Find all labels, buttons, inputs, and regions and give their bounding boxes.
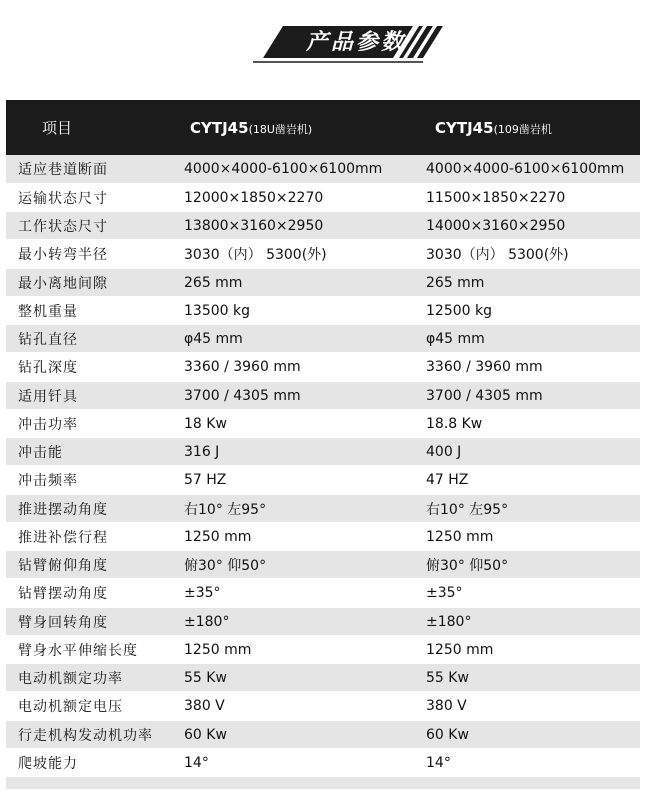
table-row: [6, 636, 640, 664]
row-value-model-1: 1250 mm: [184, 528, 252, 545]
row-value-model-2: 18.8 Kw: [426, 415, 483, 432]
row-value-model-1: 13500 kg: [184, 302, 250, 319]
row-value-model-1: 12000×1850×2270: [184, 189, 324, 206]
row-value-model-2: 55 Kw: [426, 669, 469, 686]
row-label: 钻孔深度: [18, 360, 78, 376]
row-label: 钻孔直径: [18, 331, 78, 348]
row-value-model-1: 13800×3160×2950: [184, 217, 324, 234]
table-header: [6, 100, 640, 155]
row-value-model-2: 60 Kw: [426, 726, 469, 743]
row-value-model-2: 14000×3160×2950: [426, 217, 566, 234]
table-row: [6, 523, 640, 551]
row-value-model-2: 3700 / 4305 mm: [426, 387, 543, 404]
row-value-model-2: 14°: [426, 754, 451, 771]
row-value-model-1: 380 V: [184, 698, 225, 714]
row-label: 最小转弯半径: [18, 247, 108, 263]
row-label: 冲击能: [18, 444, 63, 461]
row-value-model-1: 右10° 左95°: [184, 501, 267, 518]
header-model-2: [425, 119, 640, 137]
table-bottom-strip: [6, 777, 640, 789]
table-row: [6, 692, 640, 721]
row-value-model-2: 400 J: [426, 443, 462, 460]
row-label: 适用钎具: [18, 388, 78, 405]
table-row: [6, 551, 640, 579]
header-model-1-suffix: (18U凿岩机): [248, 122, 313, 136]
table-row: [6, 382, 640, 410]
row-label: 电动机额定电压: [18, 699, 123, 715]
row-value-model-1: 3360 / 3960 mm: [184, 359, 301, 375]
row-value-model-1: 57 HZ: [184, 472, 227, 488]
row-value-model-2: 47 HZ: [426, 472, 469, 488]
row-label: 爬坡能力: [18, 755, 78, 772]
row-label: 推进补偿行程: [18, 529, 108, 546]
row-value-model-2: 12500 kg: [426, 302, 492, 319]
table-row: [6, 438, 640, 466]
row-value-model-2: ±180°: [426, 613, 472, 630]
header-item: 项目: [42, 119, 73, 137]
spec-table: [6, 100, 640, 789]
row-value-model-2: 1250 mm: [426, 641, 494, 658]
row-value-model-1: ±180°: [184, 613, 230, 630]
row-value-model-2: 265 mm: [426, 274, 485, 291]
table-row: [6, 184, 640, 212]
table-row: [6, 749, 640, 777]
table-row: [6, 240, 640, 269]
table-body: [6, 155, 640, 777]
table-row: [6, 495, 640, 523]
header-model-2-name: CYTJ45: [435, 118, 494, 137]
table-row: [6, 664, 640, 692]
row-value-model-2: 4000×4000-6100×6100mm: [426, 161, 625, 177]
row-value-model-2: 380 V: [426, 698, 467, 714]
row-label: 整机重量: [18, 303, 78, 320]
table-row: [6, 155, 640, 184]
row-value-model-1: 俯30° 仰50°: [184, 557, 267, 574]
row-value-model-2: φ45 mm: [426, 330, 485, 347]
table-row: [6, 212, 640, 240]
row-value-model-2: 3360 / 3960 mm: [426, 359, 543, 375]
header-model-1-name: CYTJ45: [190, 118, 249, 137]
row-label: 钻臂俯仰角度: [18, 557, 108, 574]
row-value-model-1: 18 Kw: [184, 415, 227, 432]
row-label: 推进摆动角度: [18, 501, 108, 518]
table-row: [6, 466, 640, 495]
row-value-model-1: 3030（内） 5300(外): [184, 247, 327, 263]
row-value-model-1: 14°: [184, 754, 209, 771]
row-value-model-1: ±35°: [184, 585, 221, 601]
row-value-model-1: 316 J: [184, 443, 220, 460]
row-value-model-2: 右10° 左95°: [426, 501, 509, 518]
table-row: [6, 579, 640, 608]
table-row: [6, 325, 640, 353]
row-value-model-2: 3030（内） 5300(外): [426, 247, 569, 263]
row-label: 钻臂摆动角度: [18, 586, 108, 602]
page-title: 产品参数: [305, 30, 406, 55]
row-label: 行走机构发动机功率: [18, 727, 153, 744]
row-label: 最小离地间隙: [18, 275, 108, 292]
row-label: 运输状态尺寸: [18, 190, 108, 207]
table-row: [6, 269, 640, 297]
row-label: 臂身回转角度: [18, 614, 108, 631]
row-label: 适应巷道断面: [18, 162, 108, 178]
table-row: [6, 410, 640, 438]
row-value-model-1: 55 Kw: [184, 669, 227, 686]
row-value-model-1: 265 mm: [184, 274, 243, 291]
table-row: [6, 721, 640, 749]
row-value-model-1: φ45 mm: [184, 330, 243, 347]
row-value-model-2: 俯30° 仰50°: [426, 557, 509, 574]
title-banner: [253, 24, 443, 64]
header-model-2-suffix: (109凿岩机: [493, 122, 552, 136]
row-value-model-1: 3700 / 4305 mm: [184, 387, 301, 404]
row-value-model-2: ±35°: [426, 585, 463, 601]
row-label: 工作状态尺寸: [18, 218, 108, 235]
row-value-model-2: 1250 mm: [426, 528, 494, 545]
table-row: [6, 353, 640, 382]
row-label: 冲击功率: [18, 416, 78, 433]
row-value-model-2: 11500×1850×2270: [426, 189, 566, 206]
row-value-model-1: 4000×4000-6100×6100mm: [184, 161, 383, 177]
row-value-model-1: 1250 mm: [184, 641, 252, 658]
table-row: [6, 608, 640, 636]
row-value-model-1: 60 Kw: [184, 726, 227, 743]
header-model-1: [184, 119, 425, 137]
table-row: [6, 297, 640, 325]
row-label: 臂身水平伸缩长度: [18, 642, 138, 659]
row-label: 冲击频率: [18, 473, 78, 489]
row-label: 电动机额定功率: [18, 670, 123, 687]
